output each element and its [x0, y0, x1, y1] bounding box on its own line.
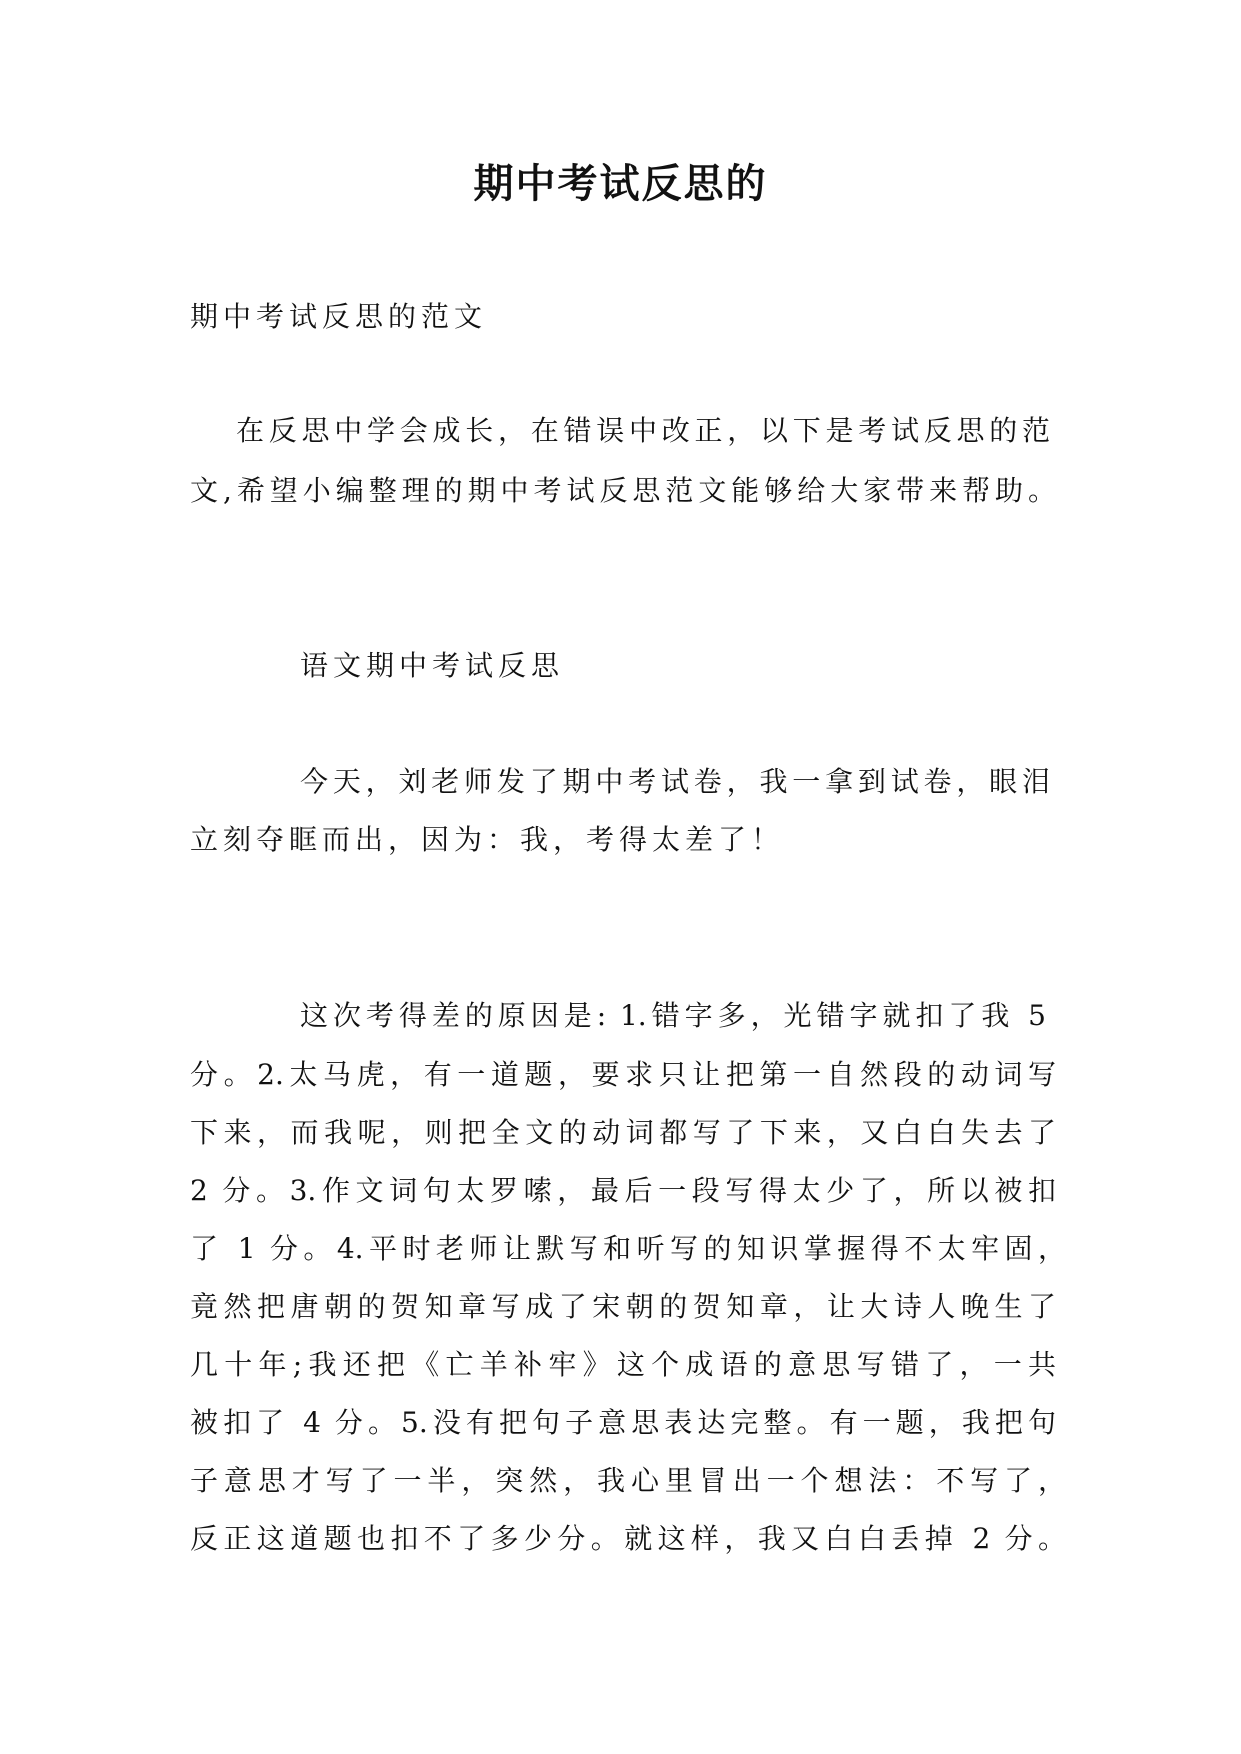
paragraph-line: 在反思中学会成长，在错误中改正，以下是考试反思的范: [236, 414, 1050, 447]
paragraph-line: 了 1 分。4.平时老师让默写和听写的知识掌握得不太牢固，: [190, 1232, 1066, 1265]
paragraph-line: 分。2.太马虎，有一道题，要求只让把第一自然段的动词写: [190, 1058, 1056, 1091]
paragraph-line: 子意思才写了一半，突然，我心里冒出一个想法：不写了，: [190, 1464, 1066, 1497]
paragraph-line: 立刻夺眶而出，因为：我，考得太差了！: [190, 823, 785, 856]
section-heading: 语文期中考试反思: [300, 649, 565, 682]
paragraph-line: 这次考得差的原因是: 1.错字多，光错字就扣了我 5: [300, 999, 1046, 1032]
paragraph-line: 几十年;我还把《亡羊补牢》这个成语的意思写错了，一共: [190, 1348, 1056, 1381]
paragraph-line: 反正这道题也扣不了多少分。就这样，我又白白丢掉 2 分。: [190, 1522, 1066, 1555]
paragraph-line: 今天，刘老师发了期中考试卷，我一拿到试卷，眼泪: [300, 765, 1050, 798]
paragraph-line: 文,希望小编整理的期中考试反思范文能够给大家带来帮助。: [190, 474, 1056, 507]
paragraph-line: 下来，而我呢，则把全文的动词都写了下来，又白白失去了: [190, 1116, 1056, 1149]
doc-title: 期中考试反思的: [473, 160, 768, 207]
paragraph-line: 2 分。3.作文词句太罗嗦，最后一段写得太少了，所以被扣: [190, 1174, 1056, 1207]
paragraph-line: 被扣了 4 分。5.没有把句子意思表达完整。有一题，我把句: [190, 1406, 1056, 1439]
paragraph-line: 竟然把唐朝的贺知章写成了宋朝的贺知章，让大诗人晚生了: [190, 1290, 1056, 1323]
doc-subtitle: 期中考试反思的范文: [190, 300, 488, 333]
